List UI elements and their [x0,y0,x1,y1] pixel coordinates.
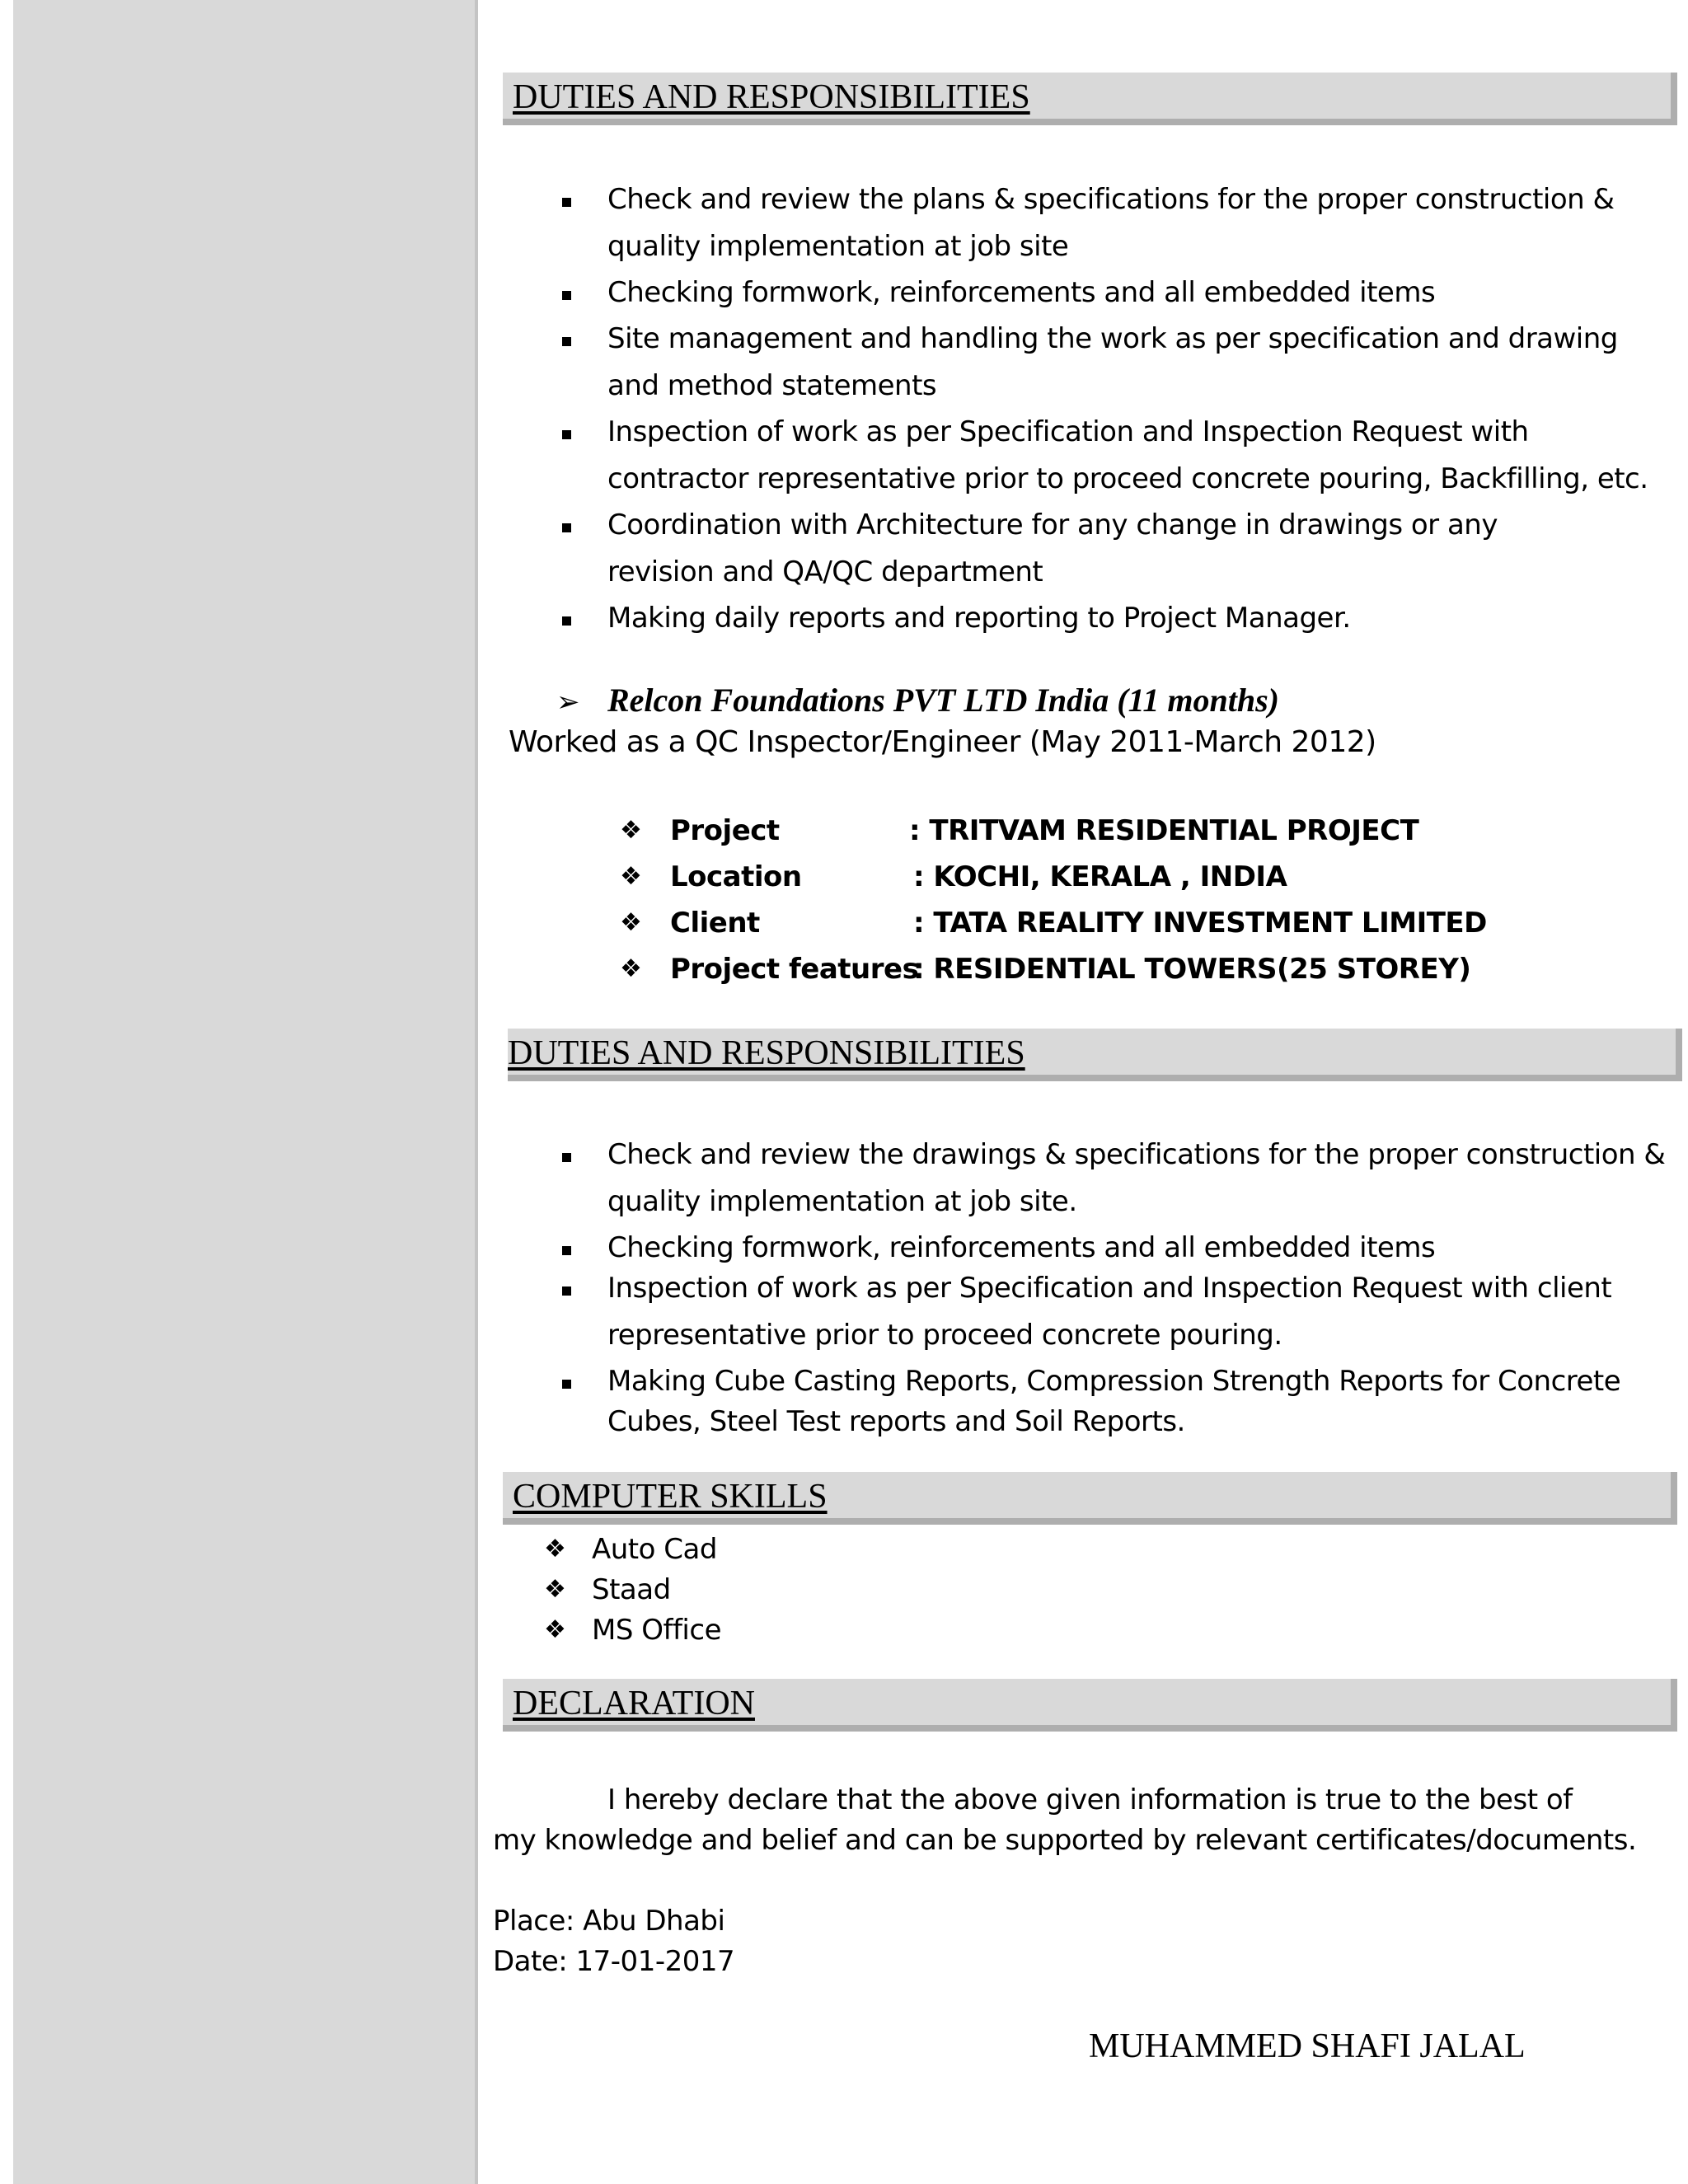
detail-value: : TATA REALITY INVESTMENT LIMITED [913,907,1487,940]
declaration-text-line: my knowledge and belief and can be supported by relevant certificates/documents. [493,1824,1637,1857]
detail-label: Project features [670,953,919,986]
skill-item: Auto Cad [592,1533,717,1566]
detail-label: Project [670,814,780,847]
section-title: DUTIES AND RESPONSIBILITIES [513,78,1030,116]
list-item: Making Cube Casting Reports, Compression Strength Reports for Concrete [607,1365,1621,1398]
list-item: Check and review the plans & specifications for the proper construction & [607,183,1615,216]
detail-value: : RESIDENTIAL TOWERS(25 STOREY) [913,953,1471,986]
section-title: COMPUTER SKILLS [513,1478,828,1516]
list-item-continued: representative prior to proceed concrete pouring. [607,1319,1282,1352]
bullet-icon [562,337,571,346]
diamond-bullet-icon: ❖ [544,1535,566,1563]
detail-value: : KOCHI, KERALA , INDIA [913,860,1287,893]
signature-name: MUHAMMED SHAFI JALAL [1089,2027,1526,2065]
diamond-bullet-icon: ❖ [620,816,642,845]
diamond-bullet-icon: ❖ [620,908,642,937]
list-item: Checking formwork, reinforcements and all embedded items [607,276,1436,309]
skill-item: MS Office [592,1614,721,1647]
list-item-continued: revision and QA/QC department [607,555,1043,588]
place-field: Place: Abu Dhabi [493,1905,725,1938]
diamond-bullet-icon: ❖ [620,954,642,983]
skill-item: Staad [592,1573,671,1606]
list-item: Making daily reports and reporting to Project Manager. [607,602,1351,635]
sidebar-panel [13,0,478,2184]
detail-label: Client [670,907,760,940]
bullet-icon [562,616,571,626]
list-item-continued: Cubes, Steel Test reports and Soil Reports. [607,1405,1185,1438]
section-header-duties-2 [508,1029,1682,1081]
bullet-icon [562,198,571,207]
list-item: Check and review the drawings & specifications for the proper construction & [607,1138,1666,1171]
bullet-icon [562,430,571,439]
declaration-text-line: I hereby declare that the above given information is true to the best of [607,1783,1573,1816]
company-name: Relcon Foundations PVT LTD India (11 months) [607,682,1279,719]
arrow-bullet-icon: ➢ [556,686,580,719]
list-item-continued: contractor representative prior to proceed concrete pouring, Backfilling, etc. [607,462,1648,495]
list-item: Inspection of work as per Specification and Inspection Request with client [607,1272,1612,1305]
detail-label: Location [670,860,802,893]
bullet-icon [562,1380,571,1389]
list-item-continued: quality implementation at job site. [607,1185,1077,1218]
section-header-skills [503,1472,1677,1525]
detail-value: : TRITVAM RESIDENTIAL PROJECT [909,814,1419,847]
diamond-bullet-icon: ❖ [544,1575,566,1604]
diamond-bullet-icon: ❖ [544,1615,566,1644]
bullet-icon [562,523,571,532]
list-item-continued: quality implementation at job site [607,230,1069,263]
section-header-duties-1 [503,73,1677,125]
bullet-icon [562,1246,571,1255]
bullet-icon [562,1153,571,1162]
job-role: Worked as a QC Inspector/Engineer (May 2011-March 2012) [509,725,1376,759]
section-title: DUTIES AND RESPONSIBILITIES [508,1034,1025,1072]
list-item: Site management and handling the work as per specification and drawing [607,322,1618,355]
list-item: Inspection of work as per Specification and Inspection Request with [607,415,1529,448]
diamond-bullet-icon: ❖ [620,862,642,891]
list-item-continued: and method statements [607,369,937,402]
section-header-declaration [503,1679,1677,1732]
list-item: Coordination with Architecture for any change in drawings or any [607,509,1498,541]
list-item: Checking formwork, reinforcements and all embedded items [607,1231,1436,1264]
date-field: Date: 17-01-2017 [493,1945,735,1978]
bullet-icon [562,291,571,300]
bullet-icon [562,1286,571,1296]
section-title: DECLARATION [513,1685,755,1722]
